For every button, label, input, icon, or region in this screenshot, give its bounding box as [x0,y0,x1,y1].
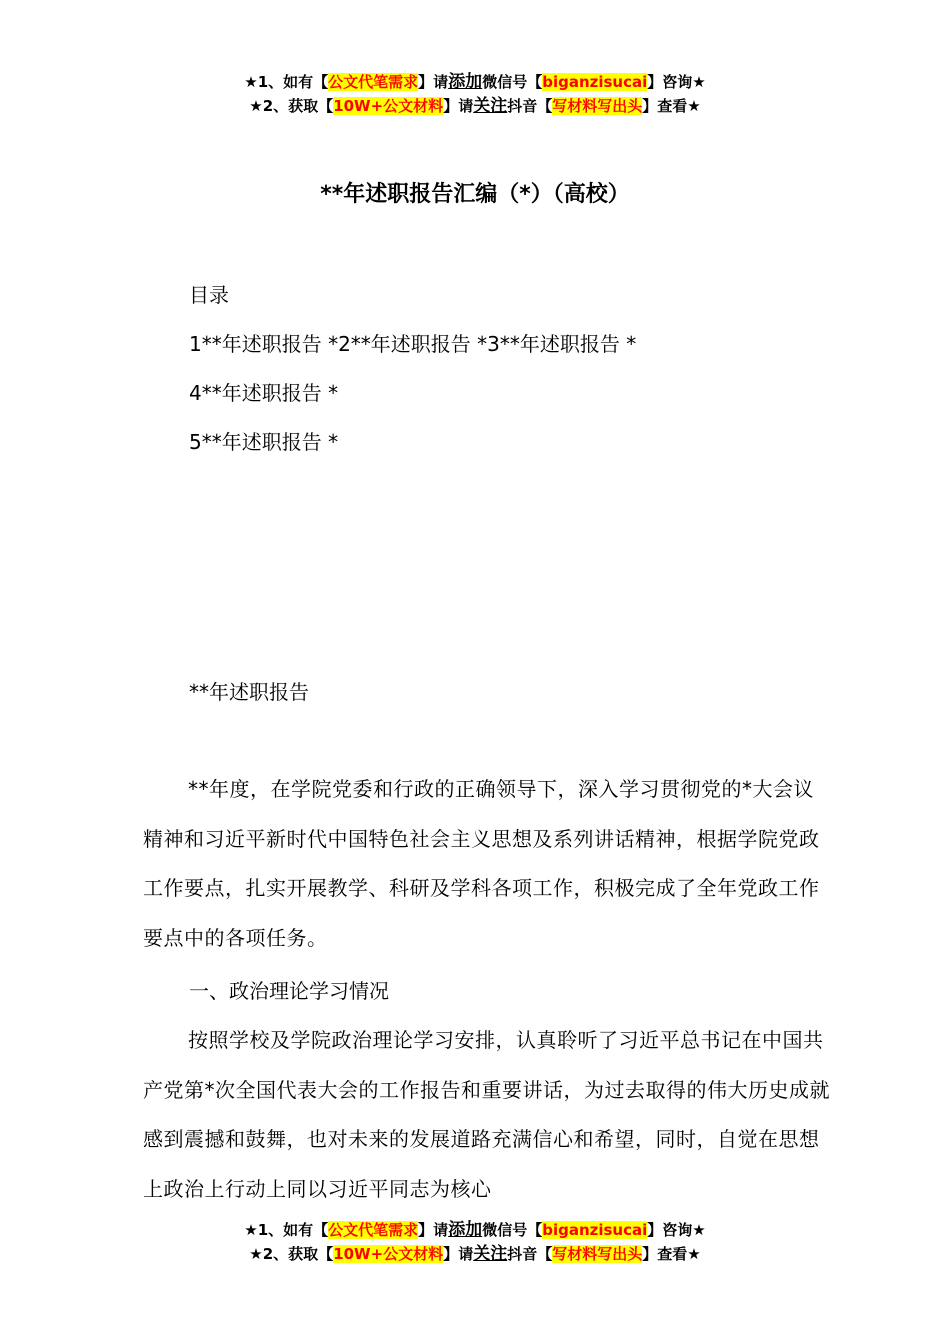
banner-line-1-suffix: 】咨询★ [647,73,706,91]
bottom-banner-line-2 [0,1242,950,1266]
banner-line-2-mid2: 抖音【 [507,97,553,115]
bottom-banner-line-1-suffix: 】咨询★ [647,1221,706,1239]
bottom-banner-line-2-emphasis: 关注 [473,1244,508,1264]
banner-line-1-highlight-wechat: biganzisucai [542,73,648,91]
bottom-banner-line-1-emphasis: 添加 [448,1220,483,1240]
paragraph-2 [143,1016,833,1216]
bottom-banner-line-1-mid2: 微信号【 [482,1221,543,1239]
banner-line-1-emphasis: 添加 [448,72,483,92]
paragraph-1-text: **年度，在学院党委和行政的正确领导下，深入学习贯彻党的*大会议精神和习近平新时代中国特色社会主义思想及系列讲话精神，根据学院党政工作要点，扎实开展教学、科研及学科各项工作，积极完成了全年党政工作要点中的各项任务。 [143,777,820,950]
bottom-banner-line-2-highlight-douyin: 写材料写出头 [552,1245,643,1263]
bottom-banner-line-1-mid: 】请 [418,1221,449,1239]
bottom-banner-line-1-prefix: ★1、如有【 [244,1221,329,1239]
toc-heading: 目录 [189,283,229,307]
banner-line-2 [0,94,950,118]
banner-line-1 [0,70,950,94]
banner-line-1-mid: 】请 [418,73,449,91]
banner-line-2-highlight-douyin: 写材料写出头 [552,97,643,115]
paragraph-1 [143,765,833,963]
bottom-banner-line-1 [0,1218,950,1242]
bottom-banner-line-2-highlight-materials: 10W+公文材料 [333,1245,444,1263]
banner-line-2-prefix: ★2、获取【 [249,97,334,115]
bottom-banner-line-2-prefix: ★2、获取【 [249,1245,334,1263]
banner-line-1-mid2: 微信号【 [482,73,543,91]
heading-political-study: 一、政治理论学习情况 [189,979,389,1003]
toc-line-1: 1**年述职报告 *2**年述职报告 *3**年述职报告 * [189,332,637,356]
banner-line-1-highlight-service: 公文代笔需求 [328,73,419,91]
banner-line-2-emphasis: 关注 [473,96,508,116]
section-title: **年述职报告 [189,680,309,704]
bottom-banner-line-1-highlight-service: 公文代笔需求 [328,1221,419,1239]
top-banner [0,70,950,118]
toc-line-2: 4**年述职报告 * [189,381,339,405]
bottom-banner [0,1218,950,1266]
bottom-banner-line-2-suffix: 】查看★ [642,1245,701,1263]
paragraph-2-text: 按照学校及学院政治理论学习安排，认真聆听了习近平总书记在中国共产党第*次全国代表大会的工作报告和重要讲话，为过去取得的伟大历史成就感到震撼和鼓舞，也对未来的发展道路充满信心和希望，同时，自觉在思想上政治上行动上同以习近平同志为核心 [143,1028,830,1201]
banner-line-2-highlight-materials: 10W+公文材料 [333,97,444,115]
bottom-banner-line-2-mid2: 抖音【 [507,1245,553,1263]
document-title: **年述职报告汇编（*）（高校） [320,182,630,207]
toc-line-3: 5**年述职报告 * [189,430,339,454]
banner-line-2-suffix: 】查看★ [642,97,701,115]
banner-line-2-mid: 】请 [443,97,474,115]
bottom-banner-line-2-mid: 】请 [443,1245,474,1263]
bottom-banner-line-1-highlight-wechat: biganzisucai [542,1221,648,1239]
banner-line-1-prefix: ★1、如有【 [244,73,329,91]
